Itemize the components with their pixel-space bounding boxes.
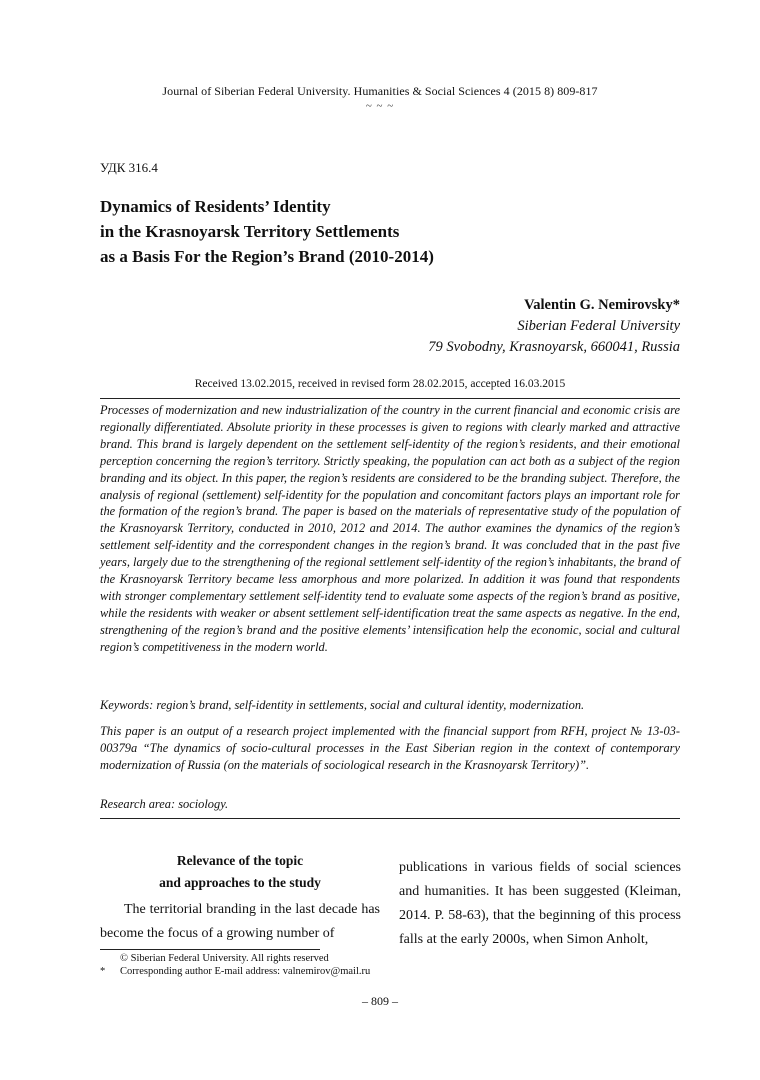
- section-heading-line-1: Relevance of the topic: [176, 853, 304, 868]
- copyright-footnote: [100, 952, 680, 965]
- abstract-bottom-rule: [100, 818, 680, 819]
- abstract: [100, 402, 680, 656]
- author-address: 79 Svobodny, Krasnoyarsk, 660041, Russia: [428, 339, 680, 355]
- title-line-1: Dynamics of Residents’ Identity: [100, 197, 331, 216]
- journal-header: Journal of Siberian Federal University. Humanities & Social Sciences 4 (2015 8) 809-817: [162, 84, 598, 98]
- keywords: Keywords: region’s brand, self-identity in settlements, social and cultural identity, modernization.: [100, 698, 585, 712]
- right-column-text: publications in various fields of social sciences and humanities. It has been suggested (Kleiman, 2014. P. 58-63), that the beginning of this process falls at the early 2000s, when Simon Anholt,: [399, 860, 681, 947]
- left-column: [100, 850, 380, 946]
- page-number: – 809 –: [362, 994, 398, 1008]
- article-title: [100, 194, 660, 269]
- research-area: Research area: sociology.: [100, 797, 229, 811]
- funding-note: This paper is an output of a research project implemented with the financial support from RFH, project № 13-03-00379а “The dynamics of socio-cultural processes in the East Siberian region in the context of contemporary modernization of Russia (on the materials of sociological research in the Krasnoyarsk Territory)”.: [100, 724, 680, 772]
- footnotes: [100, 952, 680, 978]
- section-heading: [100, 850, 380, 894]
- received-dates: Received 13.02.2015, received in revised form 28.02.2015, accepted 16.03.2015: [194, 378, 566, 390]
- footnote-mark: *: [100, 966, 106, 977]
- udc-code: УДК 316.4: [100, 160, 158, 175]
- left-column-text: The territorial branding in the last decade has become the focus of a growing number of: [100, 902, 380, 941]
- footnote-rule: [100, 949, 320, 950]
- header-separator: ~ ~ ~: [365, 100, 395, 112]
- abstract-top-rule: [100, 398, 680, 399]
- author-affiliation: Siberian Federal University: [517, 318, 680, 334]
- corresponding-footnote: [100, 965, 680, 978]
- author-block: [428, 295, 680, 358]
- corresponding-author-text: Corresponding author E-mail address: valnemirov@mail.ru: [120, 966, 371, 977]
- abstract-text: Processes of modernization and new industrialization of the country in the current financial and economic crisis are regionally differentiated. Absolute priority in these processes is given to regions with clearly marked and attractive brand. This brand is largely dependent on the settlement self-identity of the region’s residents, and their emotional perception concerning the region’s territory. Strictly speaking, the population can act both as a subject of the region branding and its object. In this paper, the region’s residents are considered to be the branding subject. Therefore, the analysis of regional (settlement) self-identity for the population and concomitant factors plays an important role for the formation of the region’s brand. The paper is based on the materials of representative study of the population of the Krasnoyarsk Territory, conducted in 2010, 2012 and 2014. The author examines the dynamics of the region’s settlement self-identity and the correspondent changes in the region’s brand. It was concluded that in the past five years, largely due to the strengthening of the regional settlement self-identity of the region’s inhabitants, the brand of the Krasnoyarsk Territory became less amorphous and more polarized. In addition it was found that respondents with stronger complementary settlement self-identity tend to evaluate some aspects of the region’s brand as positive, while the residents with weaker or absent settlement self-identification treat the same aspects as negative. In the end, strengthening of the region’s brand and the positive elements’ intensification help the economic, social and cultural region’s competitiveness in the modern world.: [100, 403, 680, 654]
- section-heading-line-2: and approaches to the study: [159, 875, 321, 890]
- title-line-2: in the Krasnoyarsk Territory Settlements: [100, 222, 400, 241]
- copyright-text: © Siberian Federal University. All rights reserved: [120, 953, 329, 964]
- title-line-3: as a Basis For the Region’s Brand (2010-2014): [100, 247, 434, 266]
- author-name: Valentin G. Nemirovsky*: [524, 297, 680, 313]
- right-column: [399, 856, 681, 952]
